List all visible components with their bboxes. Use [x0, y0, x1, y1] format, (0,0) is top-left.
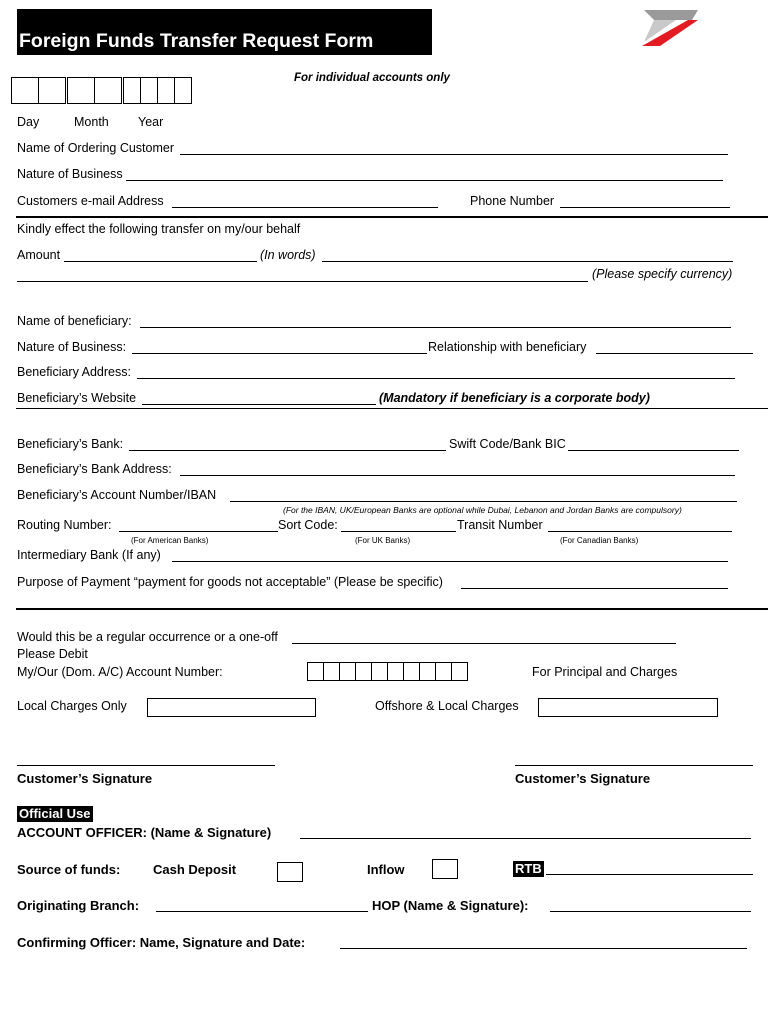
day-boxes[interactable]: [11, 77, 66, 104]
beneficiary-address-label: Beneficiary Address:: [17, 365, 131, 379]
account-iban-label: Beneficiary’s Account Number/IBAN: [17, 488, 217, 502]
month-boxes[interactable]: [67, 77, 122, 104]
cash-deposit-checkbox[interactable]: [277, 862, 303, 882]
inflow-checkbox[interactable]: [432, 859, 458, 879]
form-title: Foreign Funds Transfer Request Form: [17, 9, 432, 55]
purpose-label: Purpose of Payment “payment for goods not acceptable” (Please be specific): [17, 575, 443, 589]
nature-of-business-label: Nature of Business: [17, 167, 123, 181]
bank-logo: [640, 8, 702, 48]
email-label: Customers e-mail Address: [17, 194, 164, 208]
transit-number-field[interactable]: [548, 531, 732, 532]
email-field[interactable]: [172, 207, 438, 208]
beneficiary-name-field[interactable]: [140, 327, 731, 328]
day-label: Day: [17, 115, 40, 129]
account-officer-field[interactable]: [300, 838, 751, 839]
divider: [16, 608, 768, 610]
beneficiary-name-label: Name of beneficiary:: [17, 314, 132, 328]
occurrence-label: Would this be a regular occurrence or a one-off: [17, 630, 278, 644]
beneficiary-bank-field[interactable]: [129, 450, 446, 451]
divider: [16, 216, 768, 218]
hop-label: HOP (Name & Signature):: [372, 898, 529, 913]
routing-number-label: Routing Number:: [17, 518, 112, 532]
year-boxes[interactable]: [123, 77, 192, 104]
beneficiary-address-field[interactable]: [137, 378, 735, 379]
beneficiary-website-field[interactable]: [142, 404, 376, 405]
originating-branch-field[interactable]: [156, 911, 368, 912]
amount-in-words-field-2[interactable]: [17, 281, 588, 282]
cash-deposit-label: Cash Deposit: [153, 862, 237, 877]
transfer-intro: Kindly effect the following transfer on my/our behalf: [17, 222, 301, 236]
offshore-charges-label: Offshore & Local Charges: [375, 699, 519, 713]
intermediary-label: Intermediary Bank (If any): [17, 548, 161, 562]
routing-number-field[interactable]: [119, 531, 278, 532]
offshore-charges-box[interactable]: [538, 698, 718, 717]
sort-code-field[interactable]: [341, 531, 456, 532]
bank-address-label: Beneficiary’s Bank Address:: [17, 462, 172, 476]
local-charges-box[interactable]: [147, 698, 316, 717]
relationship-label: Relationship with beneficiary: [428, 340, 587, 354]
sort-code-label: Sort Code:: [278, 518, 338, 532]
account-officer-label: ACCOUNT OFFICER: (Name & Signature): [17, 825, 272, 840]
ordering-customer-field[interactable]: [180, 154, 728, 155]
beneficiary-website-label: Beneficiary’s Website: [17, 391, 137, 405]
beneficiary-business-field[interactable]: [132, 353, 427, 354]
signature-label-left: Customer’s Signature: [17, 771, 153, 786]
account-number-label: My/Our (Dom. A/C) Account Number:: [17, 665, 223, 679]
please-debit-label: Please Debit: [17, 647, 88, 661]
hop-field[interactable]: [550, 911, 751, 912]
uk-note: (For UK Banks): [355, 536, 411, 545]
currency-note: (Please specify currency): [592, 267, 733, 281]
form-subtitle: For individual accounts only: [294, 72, 450, 84]
rtb-label: RTB: [515, 861, 542, 876]
iban-note: (For the IBAN, UK/European Banks are optional while Dubai, Lebanon and Jordan Banks are compulsory): [283, 505, 682, 515]
confirming-officer-label: Confirming Officer: Name, Signature and Date:: [17, 935, 306, 950]
signature-line-right[interactable]: [515, 765, 753, 766]
phone-field[interactable]: [560, 207, 730, 208]
nature-of-business-field[interactable]: [126, 180, 723, 181]
ordering-customer-label: Name of Ordering Customer: [17, 141, 175, 155]
account-iban-field[interactable]: [230, 501, 737, 502]
rtb-field[interactable]: [546, 874, 753, 875]
beneficiary-business-label: Nature of Business:: [17, 340, 127, 354]
month-label: Month: [74, 115, 109, 129]
amount-in-words-field[interactable]: [322, 261, 733, 262]
originating-branch-label: Originating Branch:: [17, 898, 140, 913]
year-label: Year: [138, 115, 164, 129]
occurrence-field[interactable]: [292, 643, 676, 644]
website-note: (Mandatory if beneficiary is a corporate body): [379, 391, 650, 405]
intermediary-field[interactable]: [172, 561, 728, 562]
american-note: (For American Banks): [131, 536, 209, 545]
purpose-field[interactable]: [461, 588, 728, 589]
beneficiary-bank-label: Beneficiary’s Bank:: [17, 437, 124, 451]
swift-label: Swift Code/Bank BIC: [449, 437, 566, 451]
in-words-label: (In words): [260, 248, 316, 262]
transit-number-label: Transit Number: [457, 518, 543, 532]
confirming-officer-field[interactable]: [340, 948, 747, 949]
phone-label: Phone Number: [470, 194, 555, 208]
signature-line-left[interactable]: [17, 765, 275, 766]
signature-label-right: Customer’s Signature: [515, 771, 651, 786]
account-number-boxes[interactable]: [307, 662, 468, 681]
swift-field[interactable]: [568, 450, 739, 451]
relationship-field[interactable]: [596, 353, 753, 354]
canadian-note: (For Canadian Banks): [560, 536, 639, 545]
official-use-heading: Official Use: [19, 806, 91, 821]
amount-label: Amount: [17, 248, 61, 262]
inflow-label: Inflow: [367, 862, 405, 877]
source-of-funds-label: Source of funds:: [17, 862, 121, 877]
local-charges-label: Local Charges Only: [17, 699, 127, 713]
divider: [16, 408, 768, 409]
amount-field[interactable]: [64, 261, 257, 262]
principal-label: For Principal and Charges: [532, 665, 678, 679]
bank-address-field[interactable]: [180, 475, 735, 476]
